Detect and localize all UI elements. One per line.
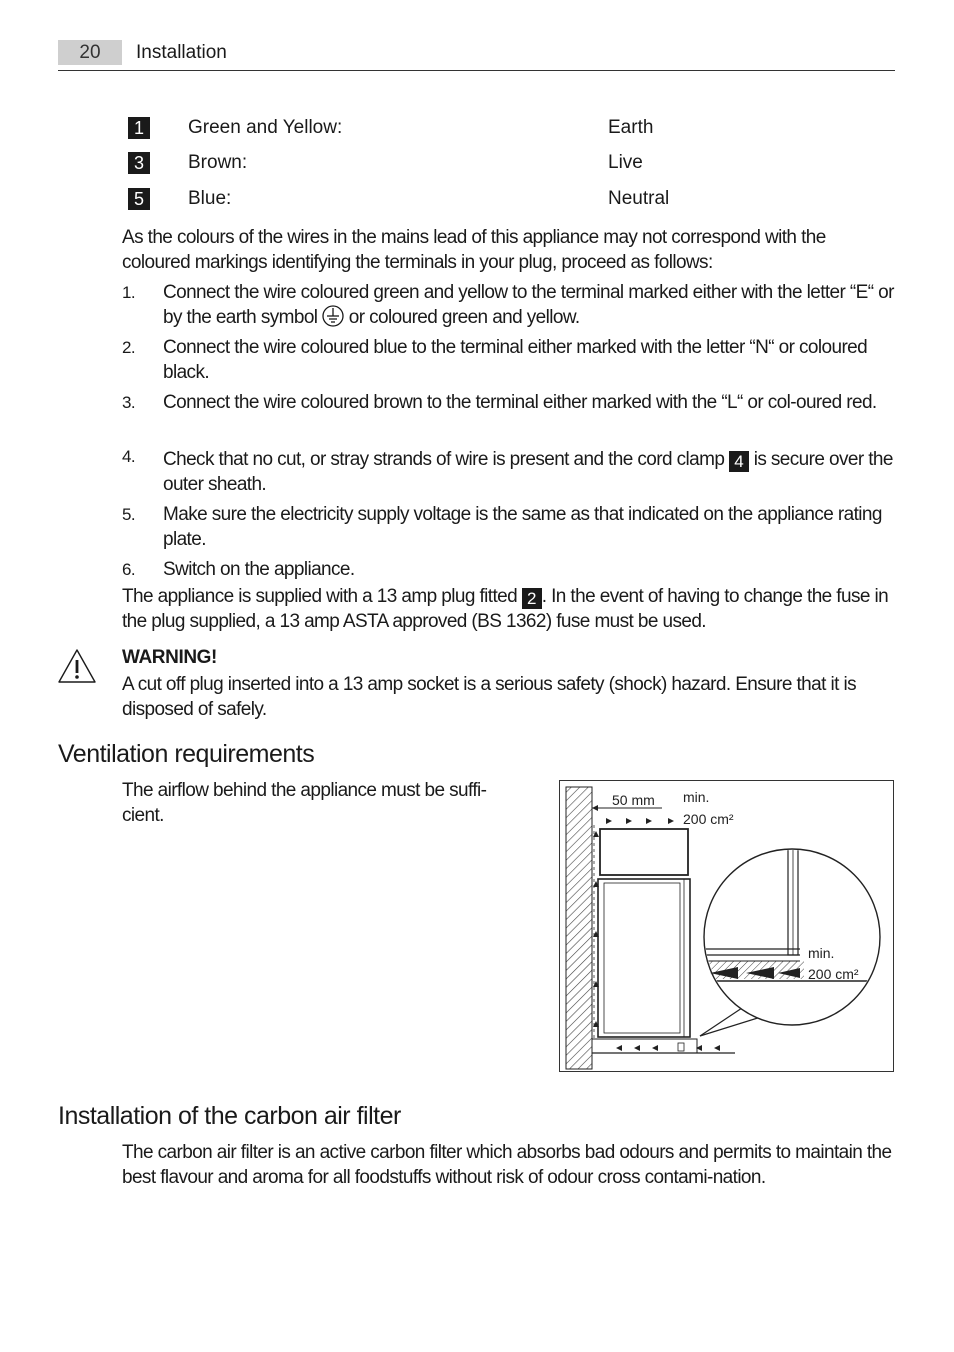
- plug-text-part: The appliance is supplied with a 13 amp plug fitted: [122, 586, 518, 607]
- step-number: 2.: [122, 338, 135, 357]
- ventilation-diagram-svg: [560, 781, 895, 1073]
- step-text-part: Check that no cut, or stray strands of wire is present and the cord clamp: [163, 449, 725, 470]
- wire-number-badge: 5: [128, 188, 150, 210]
- wire-row-neutral: [128, 186, 888, 212]
- wire-row-live: [128, 150, 888, 176]
- bottom-min-label: min.: [808, 945, 835, 961]
- wire-row-earth: [128, 115, 888, 141]
- cord-clamp-badge: 4: [729, 451, 749, 472]
- step-text: Switch on the appliance.: [163, 559, 355, 580]
- step-text: Make sure the electricity supply voltage is the same as that indicated on the appliance rating plate.: [163, 504, 882, 550]
- carbon-filter-heading: Installation of the carbon air filter: [58, 1102, 401, 1130]
- plug-text-part: . In the event of having to change the fuse in the plug supplied, a 13 amp ASTA approved (BS 1362) fuse must be used.: [122, 586, 889, 632]
- header-divider: [58, 70, 895, 71]
- top-cabinet: [600, 829, 688, 875]
- step-text: [163, 280, 894, 330]
- appliance-body: [598, 879, 690, 1037]
- carbon-filter-text: The carbon air filter is an active carbon filter which absorbs bad odours and permits to maintain the best flavour and aroma for all foodstuffs without risk of odour cross contami-nation.: [122, 1142, 892, 1188]
- plug-badge: 2: [522, 588, 542, 609]
- wire-function: Neutral: [608, 188, 670, 209]
- step-number: 4.: [122, 447, 135, 466]
- step-text: Connect the wire coloured brown to the terminal either marked with the “L“ or col-oured red.: [163, 392, 877, 413]
- earth-symbol-icon: [322, 305, 344, 327]
- plug-paragraph: [122, 584, 894, 634]
- step-text-part: or coloured green and yellow.: [348, 307, 580, 328]
- page-number: 20: [58, 40, 122, 65]
- wire-colour: Blue:: [188, 188, 232, 209]
- wire-number-badge: 1: [128, 117, 150, 139]
- step-text-part: Connect the wire coloured green and yellow to the terminal marked either with the letter “E“ or by the earth symbol: [163, 282, 894, 328]
- warning-title: WARNING!: [122, 647, 217, 668]
- top-area-label: 200 cm²: [683, 811, 734, 827]
- wall: [566, 787, 592, 1069]
- wire-function: Live: [608, 152, 643, 173]
- ventilation-text: The airflow behind the appliance must be suffi-cient.: [122, 780, 487, 826]
- warning-text: A cut off plug inserted into a 13 amp socket is a serious safety (shock) hazard. Ensure that it is disposed of safely.: [122, 674, 856, 720]
- wire-number-badge: 3: [128, 152, 150, 174]
- top-min-label: min.: [683, 789, 710, 805]
- step-text: Connect the wire coloured blue to the terminal either marked with the letter “N“ or coloured black.: [163, 337, 868, 383]
- bottom-area-label: 200 cm²: [808, 966, 859, 982]
- callout-line: [700, 1006, 745, 1036]
- warning-triangle-icon: [57, 648, 97, 684]
- step-number: 1.: [122, 283, 135, 302]
- ventilation-heading: Ventilation requirements: [58, 740, 315, 768]
- step-number: 5.: [122, 505, 135, 524]
- header-section-title: Installation: [136, 42, 227, 63]
- wire-function: Earth: [608, 117, 654, 138]
- ventilation-diagram: [559, 780, 894, 1072]
- intro-paragraph: As the colours of the wires in the mains lead of this appliance may not correspond with the coloured markings identifying the terminals in your plug, proceed as follows:: [122, 227, 826, 273]
- step-text-part: is secure over the outer sheath.: [163, 449, 893, 495]
- gap-label: 50 mm: [612, 792, 655, 808]
- wire-colour: Green and Yellow:: [188, 117, 343, 138]
- step-number: 3.: [122, 393, 135, 412]
- step-number: 6.: [122, 560, 135, 579]
- step-text: [163, 447, 894, 497]
- wire-colour: Brown:: [188, 152, 248, 173]
